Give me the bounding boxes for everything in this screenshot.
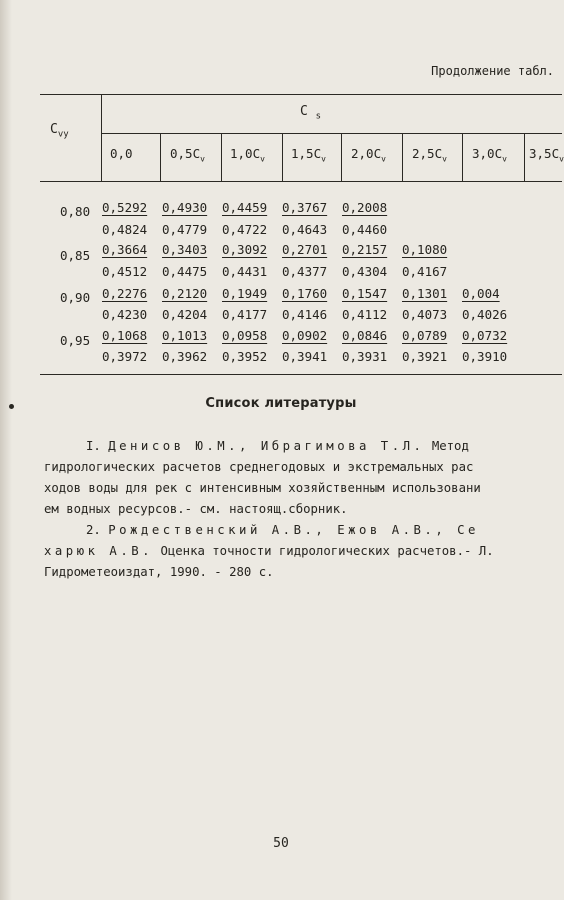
- references-heading: Список литературы: [205, 396, 357, 411]
- table-cell: 0,0789: [402, 328, 448, 343]
- table-row: [102, 242, 462, 257]
- table-row: [102, 286, 522, 301]
- table-cell: 0,0732: [462, 328, 508, 343]
- reference-2-line-2: харюк А.В. Оценка точности гидрологических расчетов.- Л.: [44, 544, 494, 558]
- table-cell: 0,1301: [402, 286, 448, 301]
- table-cell: 0,3092: [222, 242, 268, 257]
- reference-1-line-2: гидрологических расчетов среднегодовых и экстремальных рас: [44, 460, 474, 474]
- table-cell: 0,1949: [222, 286, 268, 301]
- table-cell: 0,2276: [102, 286, 148, 301]
- table-cell: 0,4824: [102, 222, 148, 237]
- table-row: [102, 222, 402, 237]
- table-vertical-rule: [524, 133, 525, 181]
- table-cell: 0,0958: [222, 328, 268, 343]
- reference-2-line-3: Гидрометеоиздат, 1990. - 280 с.: [44, 565, 274, 579]
- table-cell: 0,3962: [162, 349, 208, 364]
- table-row: [102, 307, 522, 322]
- reference-2-line-1: 2. Рождественский А.В., Ежов А.В., Се: [86, 523, 479, 537]
- table-top-rule: [40, 94, 562, 95]
- table-cell: 0,1547: [342, 286, 388, 301]
- table-cell: 0,4475: [162, 264, 208, 279]
- table-cell: 0,4930: [162, 200, 208, 215]
- table-row: [102, 200, 402, 215]
- table-row: [102, 328, 522, 343]
- table-cell: 0,3910: [462, 349, 508, 364]
- table-cell: 0,1013: [162, 328, 208, 343]
- page-edge-shadow: [0, 0, 12, 900]
- table-cell: 0,4204: [162, 307, 208, 322]
- table-cell: 0,4026: [462, 307, 508, 322]
- table-cell: 0,3952: [222, 349, 268, 364]
- column-header: $1,0C_v$: [230, 146, 265, 164]
- table-vertical-rule: [160, 133, 161, 181]
- column-header: $3,5C_v$: [529, 146, 564, 164]
- cvy-value: 0,95: [60, 333, 91, 348]
- table-cell: 0,4643: [282, 222, 328, 237]
- column-header: 0,0: [110, 146, 133, 161]
- column-header: $0,5C_v$: [170, 146, 205, 164]
- column-header: $1,5C_v$: [291, 146, 326, 164]
- table-vertical-rule: [402, 133, 403, 181]
- column-header: $2,5C_v$: [412, 146, 447, 164]
- table-vertical-rule: [282, 133, 283, 181]
- table-cell: 0,4112: [342, 307, 388, 322]
- table-vertical-rule: [221, 133, 222, 181]
- row-header: $C_{vy}$: [50, 122, 69, 140]
- page-number: 50: [273, 836, 289, 851]
- table-cell: 0,4459: [222, 200, 268, 215]
- table-cell: 0,2120: [162, 286, 208, 301]
- table-cell: 0,2008: [342, 200, 388, 215]
- table-cell: 0,4073: [402, 307, 448, 322]
- table-cell: 0,4146: [282, 307, 328, 322]
- reference-1-line-1: I. Денисов Ю.М., Ибрагимова Т.Л. Метод: [86, 439, 469, 453]
- cvy-value: 0,85: [60, 248, 91, 263]
- continuation-label: Продолжение табл.: [431, 64, 554, 78]
- table-subheader-rule: [101, 133, 562, 134]
- table-row: [102, 264, 462, 279]
- table-cell: 0,1760: [282, 286, 328, 301]
- table-header-bottom-rule: [40, 181, 562, 182]
- cvy-value: 0,80: [60, 204, 91, 219]
- table-cell: 0,0902: [282, 328, 328, 343]
- table-cell: 0,3972: [102, 349, 148, 364]
- table-cell: 0,4431: [222, 264, 268, 279]
- table-cell: 0,3941: [282, 349, 328, 364]
- table-cell: 0,4167: [402, 264, 448, 279]
- table-cell: 0,3921: [402, 349, 448, 364]
- table-cell: 0,4177: [222, 307, 268, 322]
- table-cell: 0,4722: [222, 222, 268, 237]
- table-cell: 0,4230: [102, 307, 148, 322]
- table-bottom-rule: [40, 374, 562, 375]
- cvy-value: 0,90: [60, 290, 91, 305]
- table-cell: 0,4779: [162, 222, 208, 237]
- column-header: $2,0C_v$: [351, 146, 386, 164]
- table-cell: 0,3767: [282, 200, 328, 215]
- table-cell: 0,4377: [282, 264, 328, 279]
- group-header: C $_s$: [300, 104, 322, 122]
- table-cell: 0,4512: [102, 264, 148, 279]
- table-cell: 0,0846: [342, 328, 388, 343]
- table-cell: 0,2157: [342, 242, 388, 257]
- column-header: $3,0C_v$: [472, 146, 507, 164]
- table-cell: 0,3403: [162, 242, 208, 257]
- table-row: [102, 349, 522, 364]
- table-cell: 0,4460: [342, 222, 388, 237]
- table-cell: 0,2701: [282, 242, 328, 257]
- reference-1-line-3: ходов воды для рек с интенсивным хозяйственным использовани: [44, 481, 481, 495]
- table-cell: 0,1080: [402, 242, 448, 257]
- table-cell: 0,5292: [102, 200, 148, 215]
- table-cell: 0,3664: [102, 242, 148, 257]
- table-cell: 0,004: [462, 286, 500, 301]
- table-cell: 0,4304: [342, 264, 388, 279]
- table-cell: 0,3931: [342, 349, 388, 364]
- table-cell: 0,1068: [102, 328, 148, 343]
- table-vertical-rule: [101, 94, 102, 181]
- table-vertical-rule: [462, 133, 463, 181]
- reference-1-line-4: ем водных ресурсов.- см. настоящ.сборник.: [44, 502, 348, 516]
- table-vertical-rule: [341, 133, 342, 181]
